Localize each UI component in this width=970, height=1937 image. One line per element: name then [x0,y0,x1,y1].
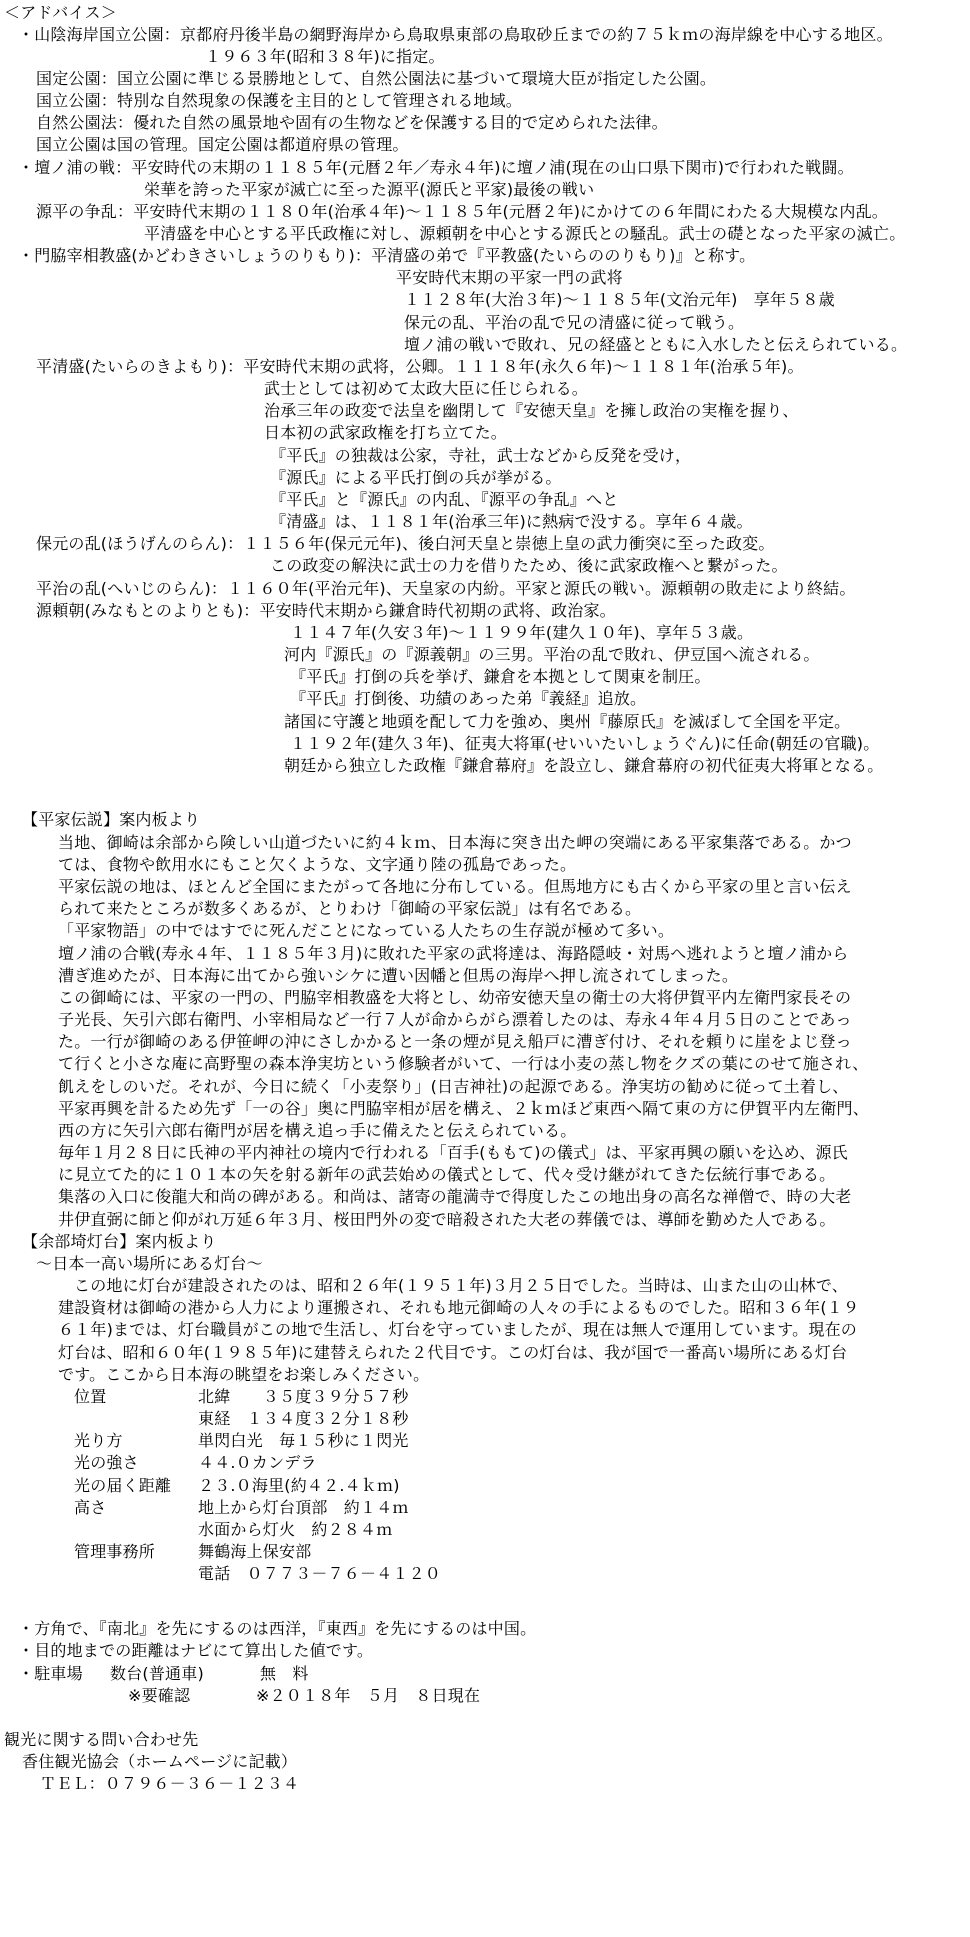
advice-line: 治承三年の政変で法皇を幽閉して『安徳天皇』を擁し政治の実権を握り、 [264,401,799,420]
advice-line: 河内『源氏』の『源義朝』の三男。平治の乱で敗れ、伊豆国へ流される。 [284,645,820,664]
advice-line: 国定公園：国立公園に準じる景勝地として、自然公園法に基づいて環境大臣が指定した公園。 [36,69,717,88]
note-line: ・方角で、『南北』を先にするのは西洋，『東西』を先にするのは中国。 [18,1619,537,1638]
spec-value: 地上から灯台頂部 約１４ｍ [198,1498,409,1517]
advice-line: 『平氏』打倒の兵を挙げ、鎌倉を本拠として関東を制圧。 [290,667,711,686]
advice-line: 武士としては初めて太政大臣に任じられる。 [264,379,589,398]
advice-line: 自然公園法：優れた自然の風景地や固有の生物などを保護する目的で定められた法律。 [36,113,668,132]
advice-line: １１２８年(大治３年)～１１８５年(文治元年) 享年５８歳 [404,290,835,309]
spec-value: ４４.０カンデラ [198,1453,317,1472]
spec-value: 東経 １３４度３２分１８秒 [198,1409,409,1428]
advice-line: ・門脇宰相教盛(かどわきさいしょうのりもり)：平清盛の弟で『平教盛(たいらののりもり)』と称す。 [18,246,756,265]
date-note: ※２０１８年 ５月 ８日現在 [256,1686,481,1705]
heike-line: 「平家物語」の中ではすでに死んだことになっている人たちの生存説が極めて多い。 [58,921,675,940]
contact-org: 香住観光協会（ホームページに記載） [22,1752,298,1771]
spec-label: 管理事務所 [74,1542,156,1561]
advice-line: 『清盛』は、１１８１年(治承三年)に熱病で没する。享年６４歳。 [270,512,753,531]
confirm-note: ※要確認 [128,1686,191,1705]
heike-line: 子光長、矢引六郎右衛門、小宰相局など一行７人が命からがら漂着したのは、寿永４年４月５日のことであっ [58,1010,852,1029]
parking-fee: 無 料 [260,1664,309,1683]
heike-line: 平家再興を計るため先ず「一の谷」奥に門脇宰相が居を構え、２ｋｍほど東西へ隔て東の方に伊賀平内左衛門、 [58,1099,869,1118]
spec-value: ２３.０海里(約４２.４ｋｍ) [198,1476,400,1495]
advice-line: 日本初の武家政権を打ち立てた。 [264,423,508,442]
spec-label: 位置 [74,1387,107,1406]
spec-value: 電話 ０７７３－７６－４１２０ [198,1564,442,1583]
advice-line: 壇ノ浦の戦いで敗れ、兄の経盛とともに入水したと伝えられている。 [404,335,908,354]
heike-line: 集落の入口に俊龍大和尚の碑がある。和尚は、諸寄の龍満寺で得度したこの地出身の高名な禅僧で、時の大老 [58,1187,852,1206]
heike-header: 【平家伝説】案内板より [22,810,201,829]
advice-line: ・壇ノ浦の戦：平安時代の末期の１１８５年(元暦２年／寿永４年)に壇ノ浦(現在の山口県下関市)で行われた戦闘。 [18,158,854,177]
contact-header: 観光に関する問い合わせ先 [4,1730,199,1749]
contact-tel: ＴＥＬ：０７９６－３６－１２３４ [40,1774,300,1793]
advice-line: 源平の争乱：平安時代末期の１１８０年(治承４年)～１１８５年(元暦２年)にかけての６年間にわたる大規模な内乱。 [36,202,888,221]
advice-line: 保元の乱(ほうげんのらん)：１１５６年(保元元年)、後白河天皇と崇徳上皇の武力衝突に至った政変。 [36,534,775,553]
advice-line: 国立公園は国の管理。国定公園は都道府県の管理。 [36,135,409,154]
spec-value: 北緯 ３５度３９分５７秒 [198,1387,409,1406]
heike-line: 西の方に矢引六郎右衛門が居を構え追っ手に備えたと伝えられている。 [58,1121,577,1140]
lighthouse-line: ６１年)までは、灯台職員がこの地で生活し、灯台を守っていましたが、現在は無人で運用しています。現在の [58,1320,857,1339]
heike-line: に見立てた的に１０１本の矢を射る新年の武芸始めの儀式として、代々受け継がれてきた伝統行事である。 [58,1165,836,1184]
lighthouse-subtitle: ～日本一高い場所にある灯台～ [36,1254,263,1273]
note-line: ・目的地までの距離はナビにて算出した値です。 [18,1641,374,1660]
heike-line: この御崎には、平家の一門の、門脇宰相教盛を大将とし、幼帝安徳天皇の衛士の大将伊賀平内左衛門家長その [58,988,852,1007]
advice-line: この政変の解決に武士の力を借りたため、後に武家政権へと繋がった。 [270,556,788,575]
heike-line: ては、食物や飲用水にもこと欠くような、文字通り陸の孤島であった。 [58,855,577,874]
heike-line: て行くと小さな庵に高野聖の森本浄実坊という修験者がいて、一行は小麦の蒸し物をクズの葉にのせて施され、 [58,1054,869,1073]
spec-value: 舞鶴海上保安部 [198,1542,312,1561]
advice-line: 『平氏』打倒後、功績のあった弟『義経』追放。 [290,689,647,708]
lighthouse-line: この地に灯台が建設されたのは、昭和２６年(１９５１年)３月２５日でした。当時は、山また山の山林で、 [74,1276,848,1295]
heike-line: た。一行が御崎のある伊笹岬の沖にさしかかると一条の煙が見え船戸に漕ぎ付け、それを頼りに崖をよじ登っ [58,1032,852,1051]
heike-line: 壇ノ浦の合戦(寿永４年、１１８５年３月)に敗れた平家の武将達は、海路隠岐・対馬へ逃れようと壇ノ浦から [58,944,849,963]
spec-label: 高さ [74,1498,107,1517]
advice-line: 平治の乱(へいじのらん)：１１６０年(平治元年)、天皇家の内紛。平家と源氏の戦い。源頼朝の敗走により終結。 [36,579,856,598]
lighthouse-header: 【余部埼灯台】案内板より [22,1232,217,1251]
spec-label: 光の強さ [74,1453,139,1472]
lighthouse-line: 灯台は、昭和６０年(１９８５年)に建替えられた２代目です。この灯台は、我が国で一番高い場所にある灯台 [58,1343,848,1362]
heike-line: 平家伝説の地は、ほとんど全国にまたがって各地に分布している。但馬地方にも古くから平家の里と言い伝え [58,877,852,896]
advice-line: 平清盛を中心とする平氏政権に対し、源頼朝を中心とする源氏との騒乱。武士の礎となった平家の滅亡。 [144,224,906,243]
spec-value: 水面から灯火 約２８４ｍ [198,1520,393,1539]
advice-line: １９６３年(昭和３８年)に指定。 [205,47,445,66]
advice-line: 諸国に守護と地頭を配して力を強め、奥州『藤原氏』を滅ぼして全国を平定。 [284,712,851,731]
advice-line: 『平氏』の独裁は公家，寺社，武士などから反発を受け， [270,446,692,465]
advice-line: 源頼朝(みなもとのよりとも)：平安時代末期から鎌倉時代初期の武将、政治家。 [36,601,616,620]
heike-line: 井伊直弼に師と仰がれ万延６年３月、桜田門外の変で暗殺された大老の葬儀では、導師を勤めた人である。 [58,1210,836,1229]
advice-line: 『源氏』による平氏打倒の兵が挙がる。 [270,468,562,487]
advice-line: 平安時代末期の平家一門の武将 [396,268,623,287]
heike-line: 毎年１月２８日に氏神の平内神社の境内で行われる「百手(ももて)の儀式」は、平家再興の願いを込め、源氏 [58,1143,848,1162]
heike-line: 飢えをしのいだ。それが、今日に続く「小麦祭り」(日吉神社)の起源である。浄実坊の勧めに従って土着し、 [58,1077,849,1096]
advice-line: １１４７年(久安３年)～１１９９年(建久１０年)、享年５３歳。 [290,623,754,642]
parking-count: 数台(普通車) [110,1664,204,1683]
advice-line: 『平氏』と『源氏』の内乱、『源平の争乱』へと [270,490,619,509]
advice-line: 朝廷から独立した政権『鎌倉幕府』を設立し、鎌倉幕府の初代征夷大将軍となる。 [284,756,884,775]
heike-line: られて来たところが数多くあるが、とりわけ「御崎の平家伝説」は有名である。 [58,899,642,918]
lighthouse-line: 建設資材は御崎の港から人力により運搬され、それも地元御崎の人々の手によるものでした。昭和３６年(１９ [58,1298,860,1317]
advice-line: 平清盛(たいらのきよもり)：平安時代末期の武将，公卿。１１１８年(永久６年)～１１８１年(治承５年)。 [36,357,804,376]
spec-value: 単閃白光 毎１５秒に１閃光 [198,1431,409,1450]
advice-line: ・山陰海岸国立公園：京都府丹後半島の網野海岸から鳥取県東部の鳥取砂丘までの約７５ｋｍの海岸線を中心する地区。 [18,25,893,44]
advice-line: 国立公園：特別な自然現象の保護を主目的として管理される地域。 [36,91,523,110]
spec-label: 光り方 [74,1431,123,1450]
heike-line: 漕ぎ進めたが、日本海に出てから強いシケに遭い因幡と但馬の海岸へ押し流されてしまった。 [58,966,739,985]
spec-label: 光の届く距離 [74,1476,172,1495]
lighthouse-line: です。ここから日本海の眺望をお楽しみください。 [58,1365,430,1384]
heike-line: 当地、御崎は余部から険しい山道づたいに約４ｋｍ、日本海に突き出た岬の突端にある平家集落である。かつ [58,833,852,852]
advice-line: 栄華を誇った平家が滅亡に至った源平(源氏と平家)最後の戦い [144,180,595,199]
advice-line: 保元の乱、平治の乱で兄の清盛に従って戦う。 [404,313,745,332]
advice-line: １１９２年(建久３年)、征夷大将軍(せいいたいしょうぐん)に任命(朝廷の官職)。 [290,734,880,753]
parking-label: ・駐車場 [18,1664,83,1683]
advice-header: ＜アドバイス＞ [4,3,117,22]
